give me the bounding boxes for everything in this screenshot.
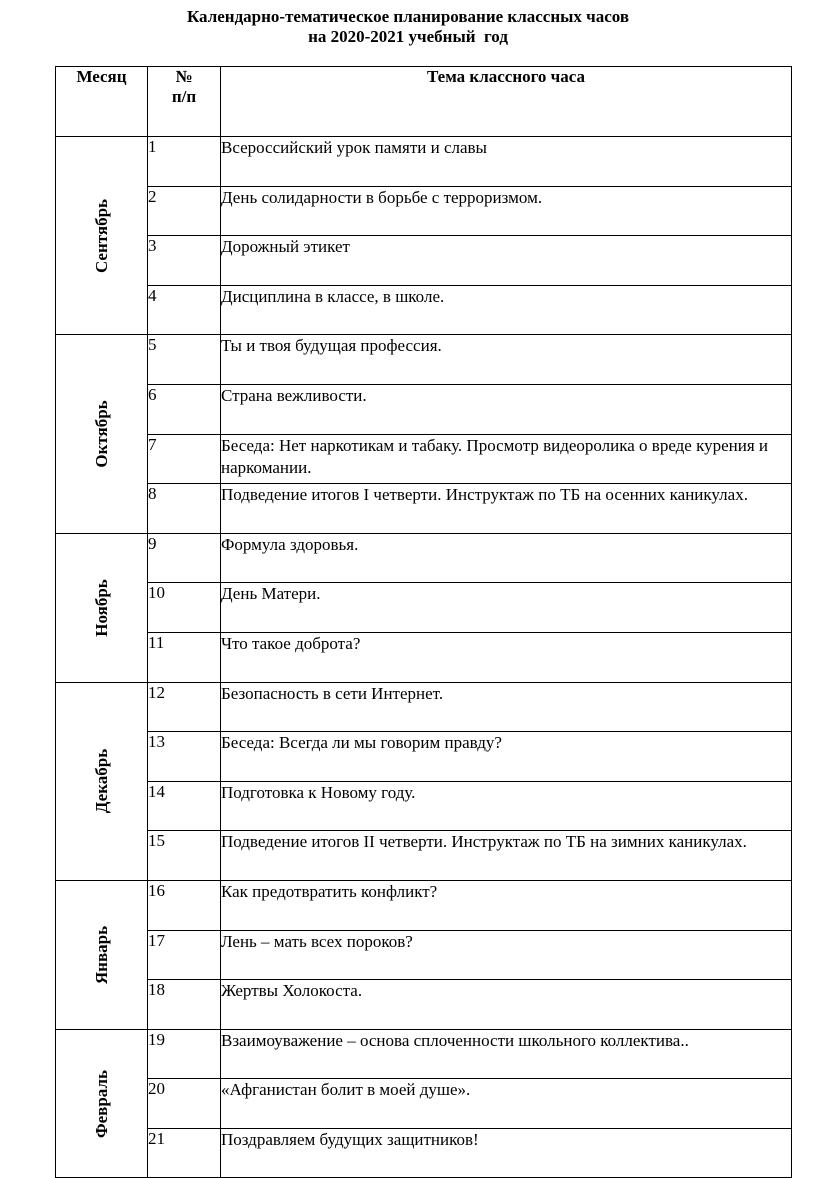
table-row bbox=[56, 533, 792, 583]
table-row bbox=[56, 781, 792, 831]
table-row bbox=[56, 1128, 792, 1178]
row-number: 2 bbox=[148, 186, 221, 236]
row-topic: День Матери. bbox=[221, 583, 792, 633]
table-row bbox=[56, 632, 792, 682]
table-row bbox=[56, 335, 792, 385]
table-row bbox=[56, 880, 792, 930]
month-label: Январь bbox=[91, 925, 111, 984]
row-number: 15 bbox=[148, 831, 221, 881]
row-topic: Поздравляем будущих защитников! bbox=[221, 1128, 792, 1178]
row-number: 19 bbox=[148, 1029, 221, 1079]
row-topic: Дисциплина в классе, в школе. bbox=[221, 285, 792, 335]
row-topic: Подготовка к Новому году. bbox=[221, 781, 792, 831]
row-number: 9 bbox=[148, 533, 221, 583]
header-topic: Тема классного часа bbox=[221, 67, 792, 137]
row-number: 8 bbox=[148, 484, 221, 534]
row-topic: Ты и твоя будущая профессия. bbox=[221, 335, 792, 385]
row-topic: Страна вежливости. bbox=[221, 384, 792, 434]
month-label: Декабрь bbox=[91, 749, 111, 814]
row-number: 5 bbox=[148, 335, 221, 385]
row-topic: Что такое доброта? bbox=[221, 632, 792, 682]
table-body bbox=[56, 137, 792, 1178]
table-row bbox=[56, 682, 792, 732]
row-topic: Всероссийский урок памяти и славы bbox=[221, 137, 792, 187]
row-topic: Дорожный этикет bbox=[221, 236, 792, 286]
row-topic: Беседа: Нет наркотикам и табаку. Просмотр видеоролика о вреде курения и наркомании. bbox=[221, 434, 792, 484]
table-row bbox=[56, 384, 792, 434]
table-row bbox=[56, 1029, 792, 1079]
table-row bbox=[56, 831, 792, 881]
row-number: 21 bbox=[148, 1128, 221, 1178]
table-row bbox=[56, 285, 792, 335]
month-label: Ноябрь bbox=[91, 578, 111, 637]
table-row bbox=[56, 236, 792, 286]
row-topic: Беседа: Всегда ли мы говорим правду? bbox=[221, 732, 792, 782]
row-topic: Лень – мать всех пороков? bbox=[221, 930, 792, 980]
table-row bbox=[56, 732, 792, 782]
table-row bbox=[56, 137, 792, 187]
row-number: 1 bbox=[148, 137, 221, 187]
table-row bbox=[56, 930, 792, 980]
row-topic: Формула здоровья. bbox=[221, 533, 792, 583]
row-number: 6 bbox=[148, 384, 221, 434]
month-cell bbox=[56, 880, 148, 1029]
table-row bbox=[56, 434, 792, 484]
month-cell bbox=[56, 137, 148, 335]
row-number: 17 bbox=[148, 930, 221, 980]
table-row bbox=[56, 484, 792, 534]
row-topic: Подведение итогов II четверти. Инструктаж по ТБ на зимних каникулах. bbox=[221, 831, 792, 881]
table-row bbox=[56, 980, 792, 1030]
schedule-table bbox=[55, 66, 792, 1178]
row-number: 16 bbox=[148, 880, 221, 930]
title-line-2: на 2020-2021 учебный год bbox=[308, 27, 508, 46]
row-number: 12 bbox=[148, 682, 221, 732]
month-cell bbox=[56, 1029, 148, 1178]
row-number: 10 bbox=[148, 583, 221, 633]
table-row bbox=[56, 583, 792, 633]
table-row bbox=[56, 186, 792, 236]
month-cell bbox=[56, 335, 148, 533]
row-number: 3 bbox=[148, 236, 221, 286]
header-month: Месяц bbox=[56, 67, 148, 137]
row-topic: День солидарности в борьбе с терроризмом. bbox=[221, 186, 792, 236]
document-title bbox=[0, 7, 816, 47]
row-number: 4 bbox=[148, 285, 221, 335]
month-label: Февраль bbox=[91, 1069, 111, 1138]
row-number: 20 bbox=[148, 1079, 221, 1129]
month-label: Сентябрь bbox=[91, 198, 111, 273]
header-row bbox=[56, 67, 792, 137]
month-cell bbox=[56, 682, 148, 880]
row-topic: Безопасность в сети Интернет. bbox=[221, 682, 792, 732]
header-number bbox=[148, 67, 221, 137]
row-number: 14 bbox=[148, 781, 221, 831]
row-number: 11 bbox=[148, 632, 221, 682]
row-topic: «Афганистан болит в моей душе». bbox=[221, 1079, 792, 1129]
row-topic: Как предотвратить конфликт? bbox=[221, 880, 792, 930]
title-line-1: Календарно-тематическое планирование классных часов bbox=[186, 7, 630, 26]
row-topic: Взаимоуважение – основа сплоченности школьного коллектива.. bbox=[221, 1029, 792, 1079]
row-topic: Подведение итогов I четверти. Инструктаж по ТБ на осенних каникулах. bbox=[221, 484, 792, 534]
row-topic: Жертвы Холокоста. bbox=[221, 980, 792, 1030]
header-number-abbr: п/п bbox=[171, 87, 197, 106]
table-row bbox=[56, 1079, 792, 1129]
row-number: 18 bbox=[148, 980, 221, 1030]
month-cell bbox=[56, 533, 148, 682]
header-number-symbol: № bbox=[175, 67, 193, 86]
row-number: 7 bbox=[148, 434, 221, 484]
row-number: 13 bbox=[148, 732, 221, 782]
month-label: Октябрь bbox=[91, 400, 111, 468]
